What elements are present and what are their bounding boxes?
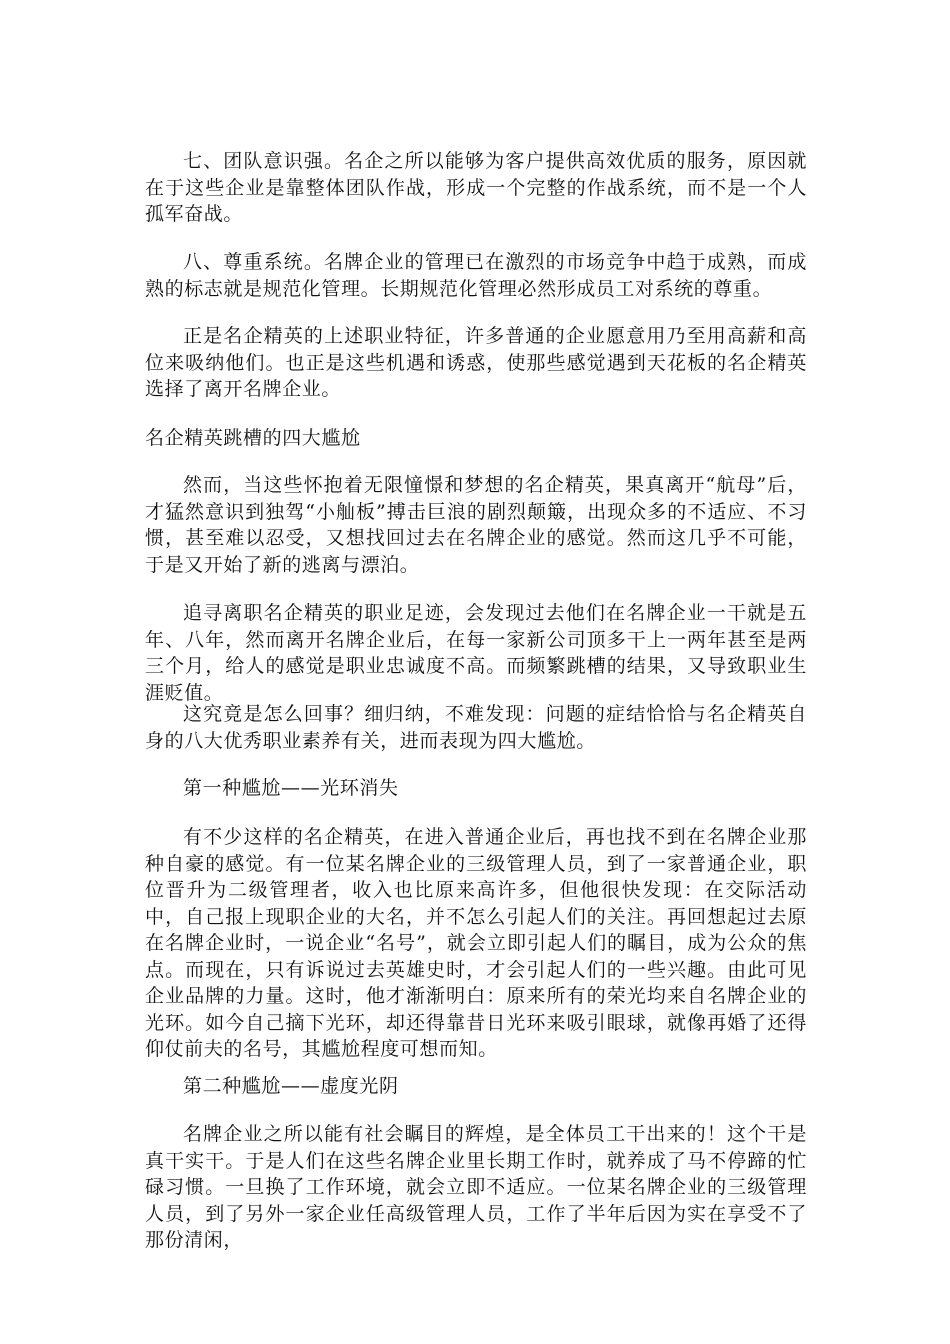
paragraph-career-footprint: 追寻离职名企精英的职业足迹，会发现过去他们在名牌企业一干就是五年、八年，然而离开名牌企业后，在每一家新公司顶多干上一两年甚至是两三个月，给人的感觉是职业忠诚度不高。而频繁跳槽的结果，又导致职业生涯贬值。 [145,602,807,704]
paragraph-leaving-flagship: 然而，当这些怀抱着无限憧憬和梦想的名企精英，果真离开“航母”后，才猛然意识到独驾“小舢板”搏击巨浪的剧烈颠簸，出现众多的不适应、不习惯，甚至难以忍受，又想找回过去在名牌企业的感觉。然而这几乎不可能，于是又开始了新的逃离与漂泊。 [145,474,807,576]
subheading-halo-lost: 第一种尴尬——光环消失 [183,777,399,799]
paragraph-halo-lost: 有不少这样的名企精英，在进入普通企业后，再也找不到在名牌企业那种自豪的感觉。有一位某名牌企业的三级管理人员，到了一家普通企业，职位晋升为二级管理者，收入也比原来高许多，但他很快发现：在交际活动中，自己报上现职企业的大名，并不怎么引起人们的关注。再回想起过去原在名牌企业时，一说企业“名号”，就会立即引起人们的瞩目，成为公众的焦点。而现在，只有诉说过去英雄史时，才会引起人们的一些兴趣。由此可见企业品牌的力量。这时，他才渐渐明白：原来所有的荣光均来自名牌企业的光环。如今自己摘下光环，却还得靠昔日光环来吸引眼球，就像再婚了还得仰仗前夫的名号，其尴尬程度可想而知。 [145,826,807,1060]
section-heading: 名企精英跳槽的四大尴尬 [145,427,361,449]
paragraph-respect-system: 八、尊重系统。名牌企业的管理已在激烈的市场竞争中趋于成熟，而成熟的标志就是规范化管理。长期规范化管理必然形成员工对系统的尊重。 [145,251,807,300]
subheading-wasted-time: 第二种尴尬——虚度光阴 [183,1075,399,1097]
paragraph-root-cause: 这究竟是怎么回事？细归纳，不难发现：问题的症结恰恰与名企精英自身的八大优秀职业素养有关，进而表现为四大尴尬。 [145,703,807,752]
paragraph-career-traits: 正是名企精英的上述职业特征，许多普通的企业愿意用乃至用高薪和高位来吸纳他们。也正是这些机遇和诱惑，使那些感觉遇到天花板的名企精英选择了离开名牌企业。 [145,325,807,400]
paragraph-team-spirit: 七、团队意识强。名企之所以能够为客户提供高效优质的服务，原因就在于这些企业是靠整体团队作战，形成一个完整的作战系统，而不是一个人孤军奋战。 [145,150,807,225]
paragraph-wasted-time: 名牌企业之所以能有社会瞩目的辉煌，是全体员工干出来的！这个干是真干实干。于是人们在这些名牌企业里长期工作时，就养成了马不停蹄的忙碌习惯。一旦换了工作环境，就会立即不适应。一位某名牌企业的三级管理人员，到了另外一家企业任高级管理人员，工作了半年后因为实在享受不了那份清闲， [145,1123,807,1251]
